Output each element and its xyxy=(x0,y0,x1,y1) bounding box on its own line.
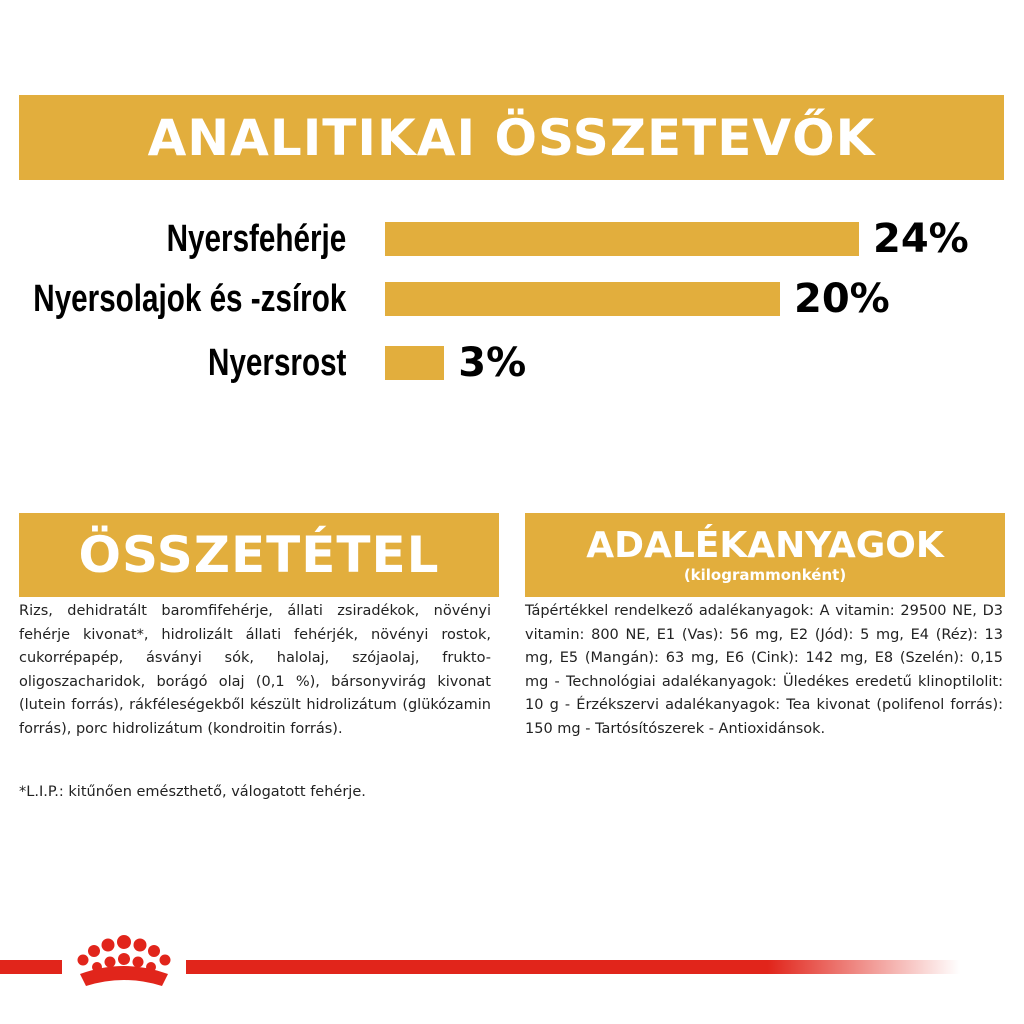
bar-label-2: Nyersrost xyxy=(207,342,346,384)
additives-banner xyxy=(525,513,1005,597)
bar-value-label-0: 24% xyxy=(873,216,969,262)
bar-0 xyxy=(385,222,859,256)
analytical-title: ANALITIKAI ÖSSZETEVŐK xyxy=(147,108,876,167)
bar-2 xyxy=(385,346,444,380)
bar-label-0: Nyersfehérje xyxy=(166,218,346,260)
composition-note: *L.I.P.: kitűnően emészthető, válogatott fehérje. xyxy=(19,784,366,800)
royal-canin-logo xyxy=(62,930,186,998)
additives-title: ADALÉKANYAGOK xyxy=(586,525,944,566)
additives-subtitle: (kilogrammonként) xyxy=(683,566,847,584)
bar-1 xyxy=(385,282,780,316)
additives-text: Tápértékkel rendelkező adalékanyagok: A vitamin: 29500 NE, D3 vitamin: 800 NE, E1 (Vas): 56 mg, E2 (Jód): 5 mg, E4 (Réz): 13 mg, E5 (Mangán): 63 mg, E6 (Cink): 142 mg, E8 (Szelén): 0,15 mg - Technológiai adalékanyagok: Üledékes eredetű klinoptilolit: 10 g - Érzékszervi adalékanyagok: Tea kivonat (polifenol forrás): 150 mg - Tartósítószerek - Antioxidánsok. xyxy=(525,603,1003,737)
composition-text: Rizs, dehidratált baromfifehérje, állati zsiradékok, növényi fehérje kivonat*, hidrolizált állati fehérjék, növényi rostok, cukorrépapép, ásványi sók, halolaj, szójaolaj, frukto-oligoszacharidok, borágó olaj (0,1 %), bársonyvirág kivonat (lutein forrás), rákféleségekből készült hidrolizátum (glükózamin forrás), porc hidrolizátum (kondroitin forrás). xyxy=(19,603,491,737)
composition-title: ÖSSZETÉTEL xyxy=(78,526,440,584)
crown-icon xyxy=(62,930,186,998)
composition-banner xyxy=(19,513,499,597)
bar-value-label-2: 3% xyxy=(458,340,527,386)
analytical-banner xyxy=(19,95,1004,180)
bar-value-label-1: 20% xyxy=(794,276,890,322)
bar-label-1: Nyersolajok és -zsírok xyxy=(32,278,346,320)
